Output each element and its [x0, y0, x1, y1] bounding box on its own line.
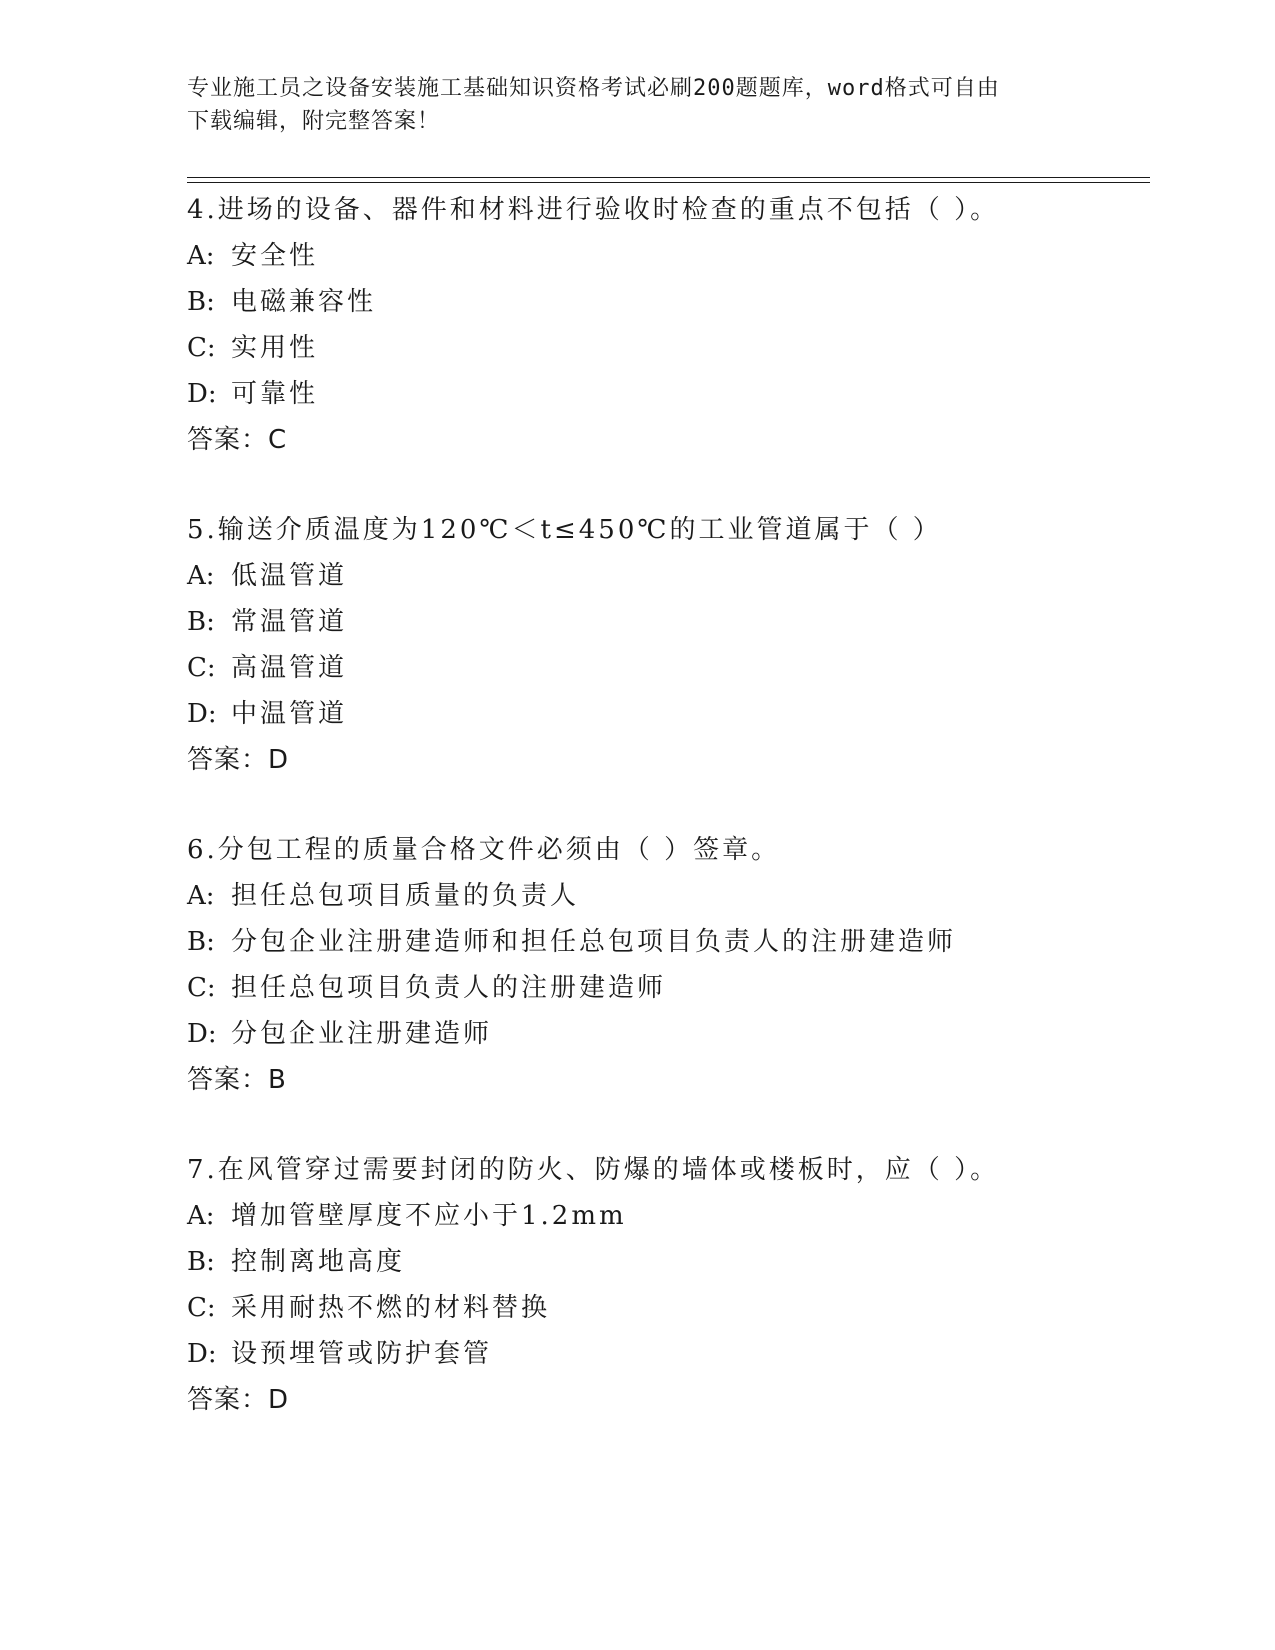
option-c: [187, 645, 1187, 691]
question-4: [187, 187, 1187, 463]
option-a: [187, 233, 1187, 279]
option-text: 常温管道: [231, 607, 348, 637]
option-c: [187, 965, 1187, 1011]
option-text: 分包企业注册建造师和担任总包项目负责人的注册建造师: [231, 927, 957, 957]
header-line-1: 专业施工员之设备安装施工基础知识资格考试必刷200题题库，word格式可自由: [187, 76, 1000, 101]
option-text: 中温管道: [231, 699, 348, 729]
option-letter: A:: [187, 1201, 215, 1231]
option-letter: B:: [187, 607, 215, 637]
option-letter: B:: [187, 287, 215, 317]
option-a: [187, 1193, 1187, 1239]
option-c: [187, 1285, 1187, 1331]
option-text: 担任总包项目负责人的注册建造师: [231, 973, 667, 1003]
document-header: [187, 72, 1067, 138]
answer: 答案：D: [187, 1385, 290, 1415]
option-b: [187, 599, 1187, 645]
option-letter: C:: [187, 653, 216, 683]
question-stem: 7.在风管穿过需要封闭的防火、防爆的墙体或楼板时，应（ ）。: [187, 1155, 1000, 1185]
option-letter: A:: [187, 241, 215, 271]
option-text: 采用耐热不燃的材料替换: [231, 1293, 551, 1323]
option-text: 安全性: [231, 241, 319, 271]
option-letter: C:: [187, 333, 216, 363]
option-d: [187, 691, 1187, 737]
option-c: [187, 325, 1187, 371]
option-text: 高温管道: [231, 653, 348, 683]
option-letter: C:: [187, 973, 216, 1003]
option-letter: D:: [187, 379, 217, 409]
question-stem: 5.输送介质温度为120℃＜t≤450℃的工业管道属于（ ）: [187, 515, 942, 545]
option-text: 控制离地高度: [231, 1247, 406, 1277]
header-line-2: 下载编辑，附完整答案！: [187, 109, 441, 134]
option-text: 可靠性: [231, 379, 319, 409]
question-7: [187, 1147, 1187, 1423]
option-text: 担任总包项目质量的负责人: [231, 881, 580, 911]
option-letter: A:: [187, 561, 215, 591]
option-letter: B:: [187, 1247, 215, 1277]
option-letter: D:: [187, 699, 217, 729]
option-text: 低温管道: [231, 561, 348, 591]
answer: 答案：D: [187, 745, 290, 775]
option-b: [187, 279, 1187, 325]
option-text: 增加管壁厚度不应小于1.2mm: [231, 1201, 627, 1231]
option-text: 分包企业注册建造师: [231, 1019, 493, 1049]
option-b: [187, 1239, 1187, 1285]
question-stem: 6.分包工程的质量合格文件必须由（ ）签章。: [187, 835, 781, 865]
option-text: 设预埋管或防护套管: [231, 1339, 493, 1369]
answer: 答案：C: [187, 425, 288, 455]
option-letter: A:: [187, 881, 215, 911]
option-letter: D:: [187, 1339, 217, 1369]
option-text: 实用性: [231, 333, 319, 363]
option-letter: C:: [187, 1293, 216, 1323]
question-6: [187, 827, 1187, 1103]
option-d: [187, 1011, 1187, 1057]
header-divider-bottom: [187, 182, 1150, 183]
option-a: [187, 553, 1187, 599]
option-letter: D:: [187, 1019, 217, 1049]
answer: 答案：B: [187, 1065, 287, 1095]
question-stem: 4.进场的设备、器件和材料进行验收时检查的重点不包括（ ）。: [187, 195, 1000, 225]
option-letter: B:: [187, 927, 215, 957]
option-text: 电磁兼容性: [231, 287, 377, 317]
option-a: [187, 873, 1187, 919]
option-b: [187, 919, 1187, 965]
header-divider-top: [187, 177, 1150, 178]
option-d: [187, 371, 1187, 417]
question-5: [187, 507, 1187, 783]
option-d: [187, 1331, 1187, 1377]
